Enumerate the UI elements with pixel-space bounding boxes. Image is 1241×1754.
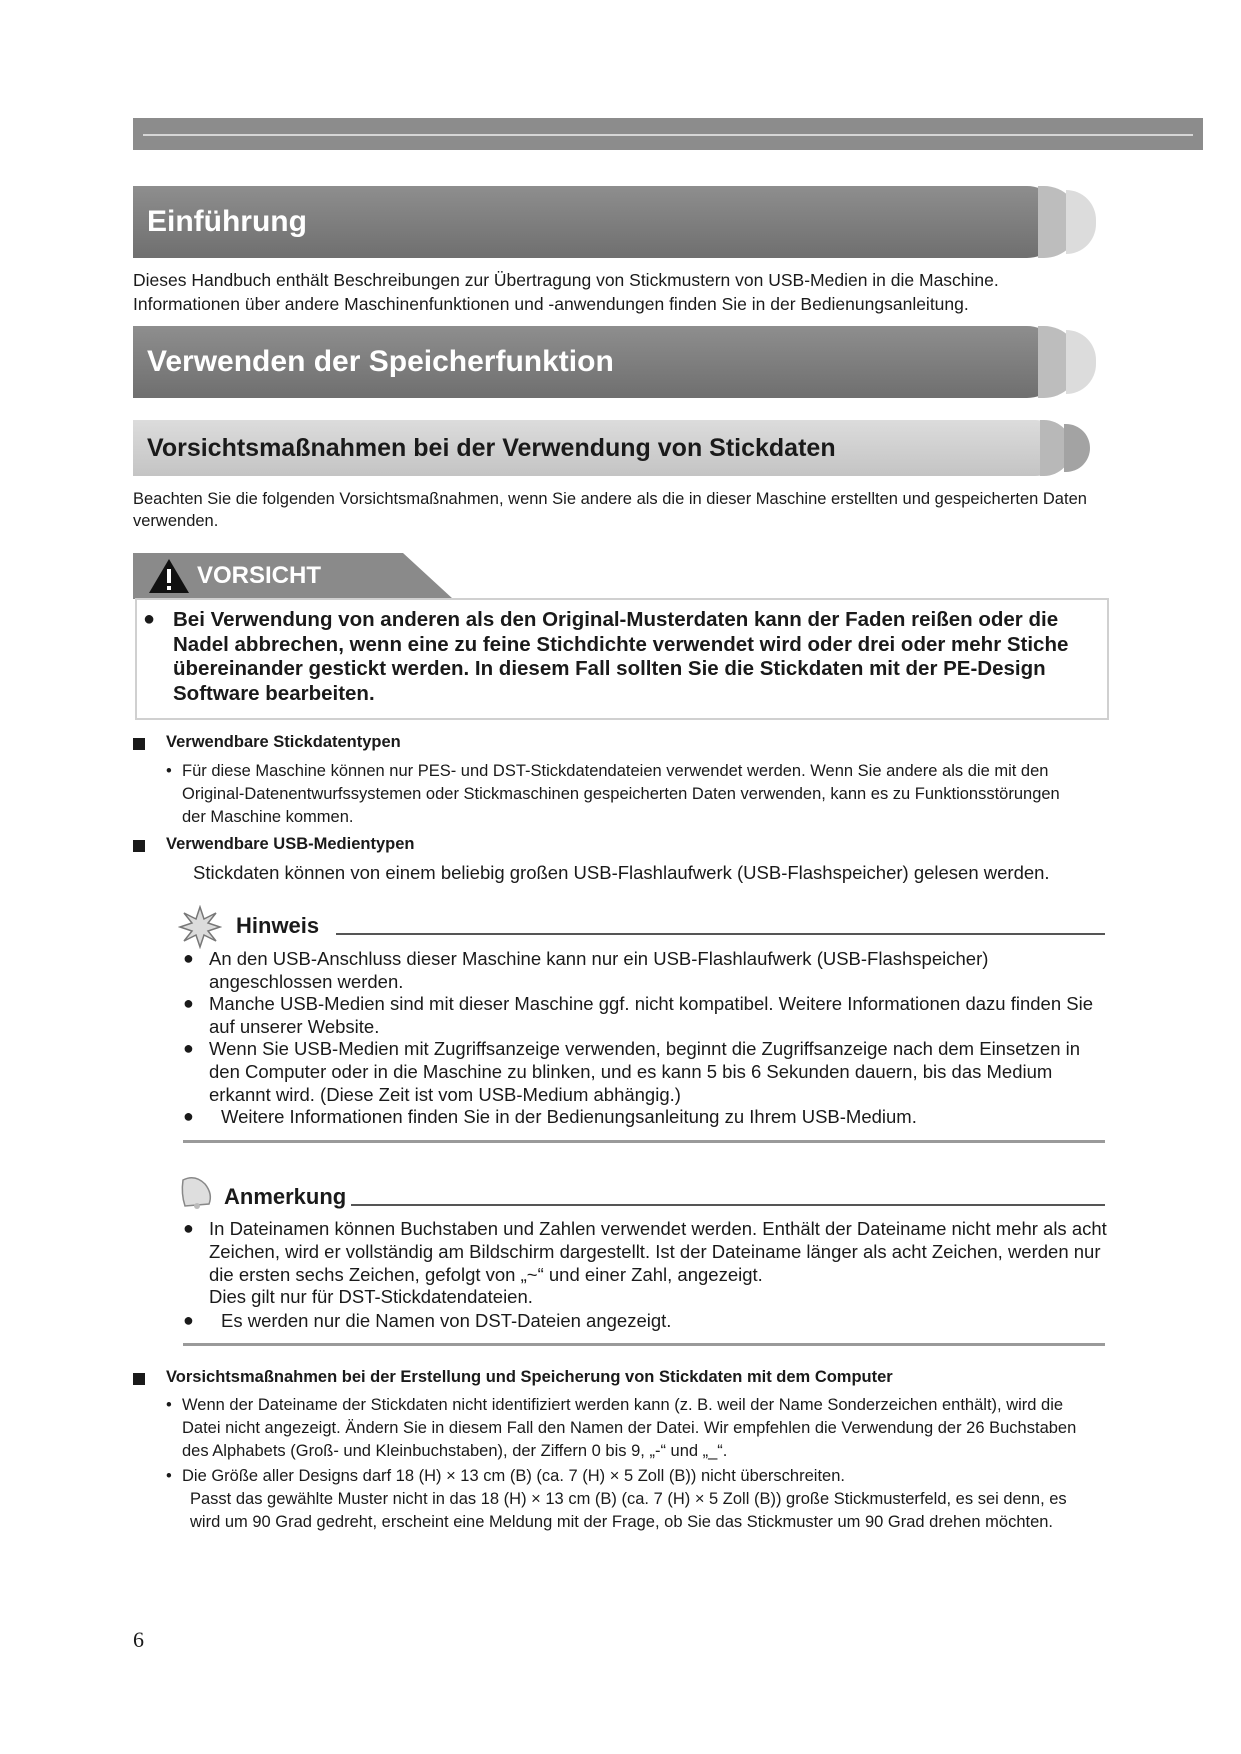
anmerkung-bottom-rule xyxy=(183,1343,1105,1346)
bell-icon xyxy=(175,1172,215,1212)
intro-text-2: Informationen über andere Maschinenfunktionen und -anwendungen finden Sie in der Bedienungsanleitung. xyxy=(133,294,969,314)
anmerkung-title: Anmerkung xyxy=(224,1184,347,1209)
hinweis-rule xyxy=(336,933,1105,935)
square-bullet xyxy=(133,1373,145,1385)
hinweis-title: Hinweis xyxy=(236,913,320,938)
hinweis-item: ● Manche USB-Medien sind mit dieser Maschine ggf. nicht kompatibel. Weitere Informationen dazu finden Sie auf unserer Website. xyxy=(183,993,1093,1037)
caution-box xyxy=(135,598,1109,720)
computer-item: • Die Größe aller Designs darf 18 (H) × 13 cm (B) (ca. 7 (H) × 5 Zoll (B)) nicht überschreiten. xyxy=(166,1467,845,1485)
caution-label: VORSICHT xyxy=(197,562,322,589)
caution-bullet: ● xyxy=(143,608,156,630)
header-arc xyxy=(1064,424,1090,472)
computer-title: Vorsichtsmaßnahmen bei der Erstellung und Speicherung von Stickdaten mit dem Computer xyxy=(166,1368,893,1386)
starburst-icon xyxy=(178,905,222,949)
hinweis-item: ● Wenn Sie USB-Medien mit Zugriffsanzeige verwenden, beginnt die Zugriffsanzeige nach dem Einsetzen in den Computer oder in die Maschine zu blinken, und es kann 5 bis 6 Sekunden dauern, bis das Medium erkannt wird. (Diese Zeit ist vom USB-Medium abhängig.) xyxy=(183,1038,1081,1105)
data-types-title: Verwendbare Stickdatentypen xyxy=(166,733,401,751)
anmerkung-item: ● In Dateinamen können Buchstaben und Zahlen verwendet werden. Enthält der Dateiname nicht mehr als acht Zeichen, wird er vollständig am Bildschirm dargestellt. Ist der Dateiname länger als acht Zeichen, werden nur die ersten sechs Zeichen, gefolgt von „~“ und einer Zahl, angezeigt. xyxy=(183,1218,1107,1285)
section-header-memory xyxy=(133,326,1063,398)
anmerkung-rule xyxy=(351,1204,1105,1206)
memory-heading: Verwenden der Speicherfunktion xyxy=(147,345,614,378)
hinweis-item: ● An den USB-Anschluss dieser Maschine kann nur ein USB-Flashlaufwerk (USB-Flashspeicher) angeschlossen werden. xyxy=(183,948,989,992)
data-types-item: • Für diese Maschine können nur PES- und DST-Stickdatendateien verwendet werden. Wenn Sie andere als die mit den Original-Datenentwurfssystemen oder Stickmaschinen gespeicherten Daten verwenden, kann es zu Funktionsstörungen der Maschine kommen. xyxy=(166,762,1060,826)
memory-text: Beachten Sie die folgenden Vorsichtsmaßnahmen, wenn Sie andere als die in dieser Maschine erstellten und gespeicherten Daten verwenden. xyxy=(133,490,1087,530)
media-types-text: Stickdaten können von einem beliebig großen USB-Flashlaufwerk (USB-Flashspeicher) gelesen werden. xyxy=(193,862,1050,883)
header-arc xyxy=(1066,190,1096,254)
memory-subheading: Vorsichtsmaßnahmen bei der Verwendung von Stickdaten xyxy=(147,434,836,462)
header-arc xyxy=(1066,330,1096,394)
section-header-intro xyxy=(133,186,1063,258)
intro-heading: Einführung xyxy=(147,205,307,238)
hinweis-item: ● Weitere Informationen finden Sie in der Bedienungsanleitung zu Ihrem USB-Medium. xyxy=(183,1106,917,1127)
subsection-header-precautions xyxy=(133,420,1063,476)
page-number: 6 xyxy=(133,1627,144,1652)
square-bullet xyxy=(133,840,145,852)
caution-text: Bei Verwendung von anderen als den Original-Musterdaten kann der Faden reißen oder die Nadel abbrechen, wenn eine zu feine Stichdichte verwendet wird oder drei oder mehr Stiche übereinander gestickt werden. In diesem Fall sollten Sie die Stickdaten mit der PE-Design Software bearbeiten. xyxy=(173,608,1069,705)
square-bullet xyxy=(133,738,145,750)
intro-text-1: Dieses Handbuch enthält Beschreibungen zur Übertragung von Stickmustern von USB-Medien in die Maschine. xyxy=(133,270,999,290)
media-types-title: Verwendbare USB-Medientypen xyxy=(166,835,415,853)
computer-item-continued: Passt das gewählte Muster nicht in das 18 (H) × 13 cm (B) (ca. 7 (H) × 5 Zoll (B)) große Stickmusterfeld, es sei denn, es wird um 90 Grad gedreht, erscheint eine Meldung mit der Frage, ob Sie das Stickmuster um 90 Grad drehen möchten. xyxy=(190,1490,1067,1531)
anmerkung-note: Dies gilt nur für DST-Stickdatendateien. xyxy=(209,1286,533,1307)
computer-item: • Wenn der Dateiname der Stickdaten nicht identifiziert werden kann (z. B. weil der Name Sonderzeichen enthält), wird die Datei nicht angezeigt. Ändern Sie in diesem Fall den Namen der Datei. Wir empfehlen die Verwendung der 26 Buchstaben des Alphabets (Groß- und Kleinbuchstaben), der Ziffern 0 bis 9, „-“ und „_“. xyxy=(166,1396,1077,1460)
hinweis-bottom-rule xyxy=(183,1140,1105,1143)
top-bar-line xyxy=(143,134,1193,136)
anmerkung-item: ● Es werden nur die Namen von DST-Dateien angezeigt. xyxy=(183,1310,672,1331)
